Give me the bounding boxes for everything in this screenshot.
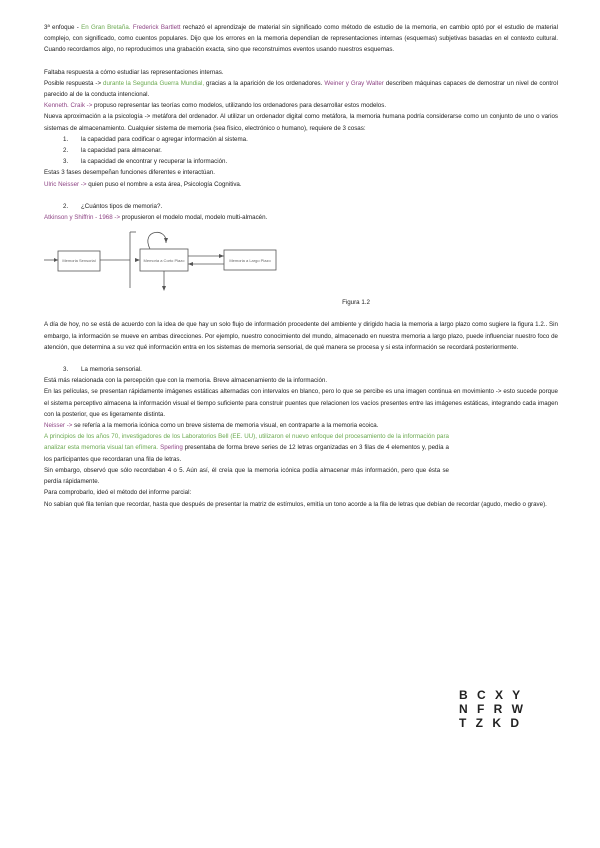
arrowhead — [219, 254, 224, 258]
author-highlight: Weiner y Gray Walter — [324, 79, 384, 87]
paragraph-craik: Kenneth. Craik -> propuso representar las teorías como modelos, utilizando los ordenadores para desarrollar estos modelos. — [44, 102, 387, 110]
paragraph-tone-cue: No sabían qué fila tenían que recordar, hasta que después de presentar la matriz de estímulos, emitía un tono acorde a la fila de letras que debían de recordar (agudo, medio o grave). — [44, 500, 547, 508]
author-highlight: Atkinson y Shiffrin - 1968 -> — [44, 214, 121, 222]
modal-model-diagram — [44, 225, 558, 299]
figure-caption: Figura 1.2 — [342, 299, 370, 307]
paragraph-recall-limit: Sin embargo, observó que sólo recordaban 4 o 5. Aún así, él creía que la memoria icónica podía almacenar más información, pero que ésta se perdía rápidamente. — [44, 466, 449, 486]
era-highlight: durante la Segunda Guerra Mundial, — [103, 79, 205, 87]
letter-row: B C X Y — [459, 688, 524, 702]
paragraph-neisser: Ulric Neisser -> quien puso el nombre a esta área, Psicología Cognitiva. — [44, 180, 242, 188]
bell-labs-highlight: A principios de los años 70, investigadores de los Laboratorios Bell (EE. UU), utilizaron el nuevo enfoque del procesamiento de la información para analizar esta memoria visual tan efímera. — [44, 433, 449, 452]
sensory-memory-label: Memoria Sensorial — [62, 258, 96, 264]
long-term-memory-label: Memoria a Largo Plazo — [229, 258, 271, 264]
letter-row: N F R W — [459, 702, 526, 716]
paragraph-bell-labs: A principios de los años 70, investigadores de los Laboratorios Bell (EE. UU), utilizaron el nuevo enfoque del procesamiento de la información para analizar esta memoria visual tan efímera. Sperling presentaba de forma breve series de 12 letras organizadas en 3 filas de 4 elementos y, pedía a los participantes que recordaran una fila de letras. — [44, 433, 449, 463]
arrowhead — [162, 286, 166, 291]
arrowhead — [188, 262, 193, 266]
paragraph-partial-report: Para comprobarlo, ideó el método del informe parcial: — [44, 489, 192, 497]
section-heading-2: 2. ¿Cuántos tipos de memoria?. — [63, 202, 163, 210]
paragraph-bartlett: 3ª enfoque - En Gran Bretaña. Frederick Bartlett rechazó el aprendizaje de material sin significado como método de estudio de la memoria, en cambio optó por el estudio de material complejo, con significado, como cuentos populares. Dijo que los errores en la memoria dependían de representaciones internas (esquemas) subjetivas basadas en el contexto cultural. Cuando recordamos algo, no reproducimos una grabación exacta, sino que reconstruimos eventos usando nuestros esquemas. — [44, 24, 558, 54]
paragraph-atkinson-shiffrin: Atkinson y Shiffrin - 1968 -> propusieron el modelo modal, modelo multi-almacén. — [44, 214, 268, 222]
list-item: 2. la capacidad para almacenar. — [63, 147, 162, 155]
paragraph-sensory-definition: Está más relacionada con la percepción que con la memoria. Breve almacenamiento de la información. — [44, 377, 328, 385]
arrowhead — [54, 258, 58, 262]
modal-model-svg — [44, 225, 344, 299]
author-highlight: Frederick Bartlett — [132, 24, 181, 31]
requirements-list — [44, 134, 558, 168]
author-highlight: Sperling — [160, 444, 183, 452]
place-highlight: En Gran Bretaña. — [81, 24, 131, 31]
section-heading-3: 3. La memoria sensorial. — [63, 366, 142, 374]
paragraph-iconic-memory: Neisser -> se refería a la memoria icónica como un breve sistema de memoria visual, en contraparte a la memoria ecoica. — [44, 422, 379, 430]
arrowhead — [135, 258, 140, 262]
author-highlight: Neisser -> — [44, 422, 73, 430]
rehearsal-loop — [148, 233, 166, 250]
sperling-block — [44, 431, 558, 487]
paragraph-movies: En las películas, se presentan rápidamente imágenes estáticas alternadas con intervalos en blanco, pero lo que se percibe es una imagen continua en movimiento -> esto sucede porque el sistema perceptivo almacena la información visual el tiempo suficiente para construir puentes que relacionen los vacíos presentes entre las imágenes estáticas, integrando cada imagen con la posterior, que es ligeramente distinta. — [44, 388, 558, 418]
list-item: 1. la capacidad para codificar o agregar información al sistema. — [63, 135, 248, 143]
author-highlight: Ulric Neisser -> — [44, 180, 87, 188]
paragraph-computer-metaphor: Nueva aproximación a la psicología -> metáfora del ordenador. Al utilizar un ordenador digital como metáfora, la memoria humana podría considerarse como un conjunto de uno o varios sistemas de almacenamiento. Cualquier sistema de memoria (sea físico, electrónico o humano), requiere de 3 cosas: — [44, 113, 558, 132]
paragraph-phases: Estas 3 fases desempeñan funciones diferentes e interactúan. — [44, 169, 215, 177]
letter-matrix — [459, 688, 526, 730]
short-term-memory-label: Memoria a Corto Plazo — [143, 258, 185, 264]
paragraph-flow-of-information: A día de hoy, no se está de acuerdo con la idea de que hay un solo flujo de información procedente del ambiente y dirigido hacia la memoria a largo plazo como sugiere la figura 1.2.. Sin embargo, la información se mueve en ambas direcciones. Por ejemplo, nuestro conocimiento del mundo, almacenado en nuestra memoria a largo plazo, puede influenciar nuestro foco de atención, que determina a su vez qué información entra en los sistemas de memoria sensorial, de qué manera se procesa y si esta información se recordará posteriormente. — [44, 321, 558, 351]
document-page — [44, 22, 558, 510]
arrowhead — [164, 238, 168, 243]
letter-row: T Z K D — [459, 716, 522, 730]
list-item: 3. la capacidad de encontrar y recuperar la información. — [63, 158, 228, 166]
paragraph-representations: Faltaba respuesta a cómo estudiar las representaciones internas. — [44, 68, 224, 76]
author-highlight: Kenneth. Craik -> — [44, 102, 93, 110]
paragraph-possible-answer: Posible respuesta -> durante la Segunda Guerra Mundial, gracias a la aparición de los ordenadores. Weiner y Gray Walter describen máquinas capaces de demostrar un nivel de control parecido al de la conducta intencional. — [44, 79, 558, 99]
